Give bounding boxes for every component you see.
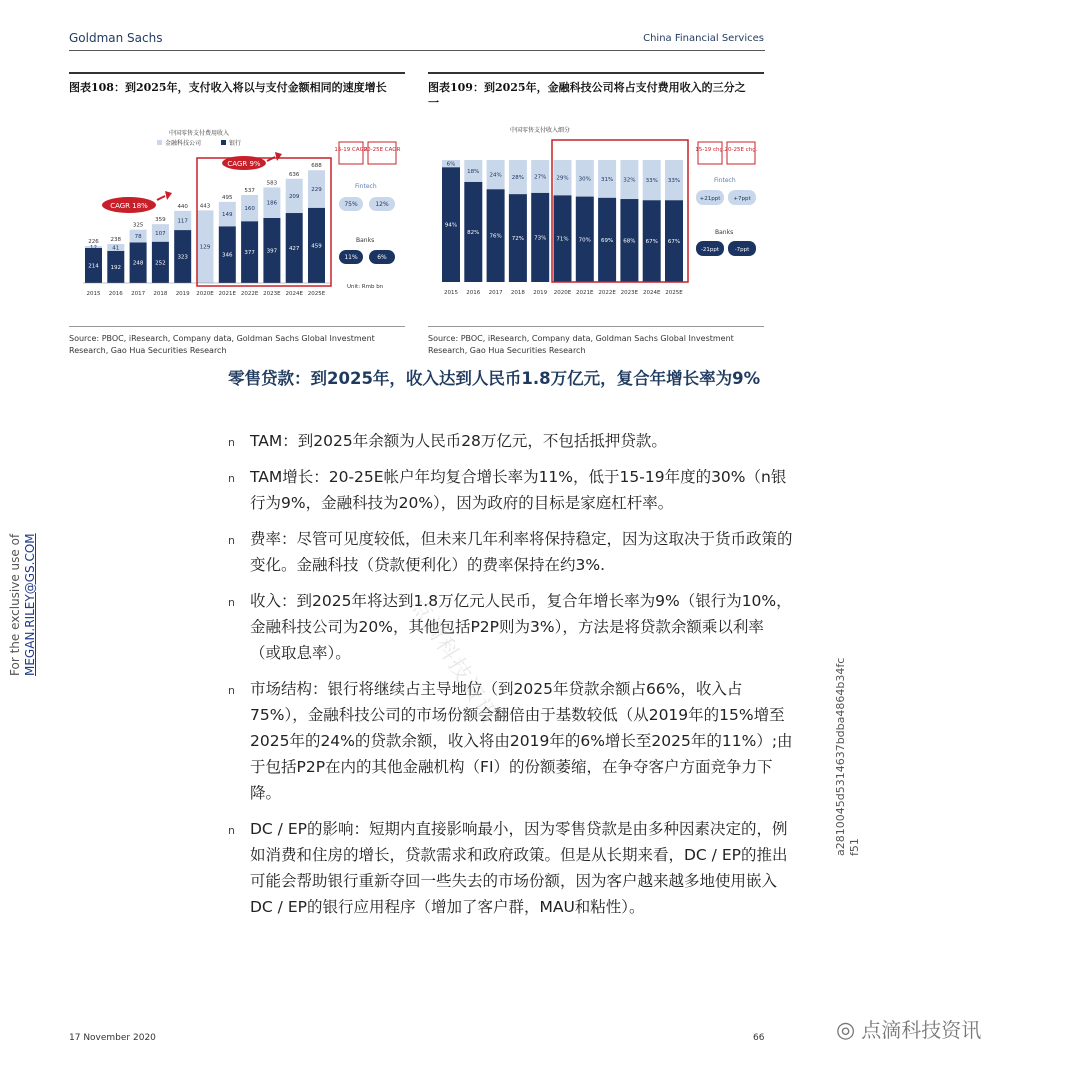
figure109-fintech-v1: +21ppt [699,196,721,202]
x-tick-label: 2018 [153,291,168,297]
figure108-title: 图表108：到2025年，支付收入将以与支付金额相同的速度增长 [69,81,387,94]
figure109-box1-text: 15-19 chg. [695,147,725,153]
bullet-text: TAM：到2025年余额为人民币28万亿元，不包括抵押贷款。 [250,432,667,450]
data-label-total: 440 [177,203,188,210]
figure108-fintech-v1: 75% [344,201,358,208]
exclusive-email-link[interactable]: MEGAN.RILEY@GS.COM [23,533,37,676]
data-label-fintech: 41 [112,245,120,252]
cagr-right-arrowhead [275,152,282,161]
data-label-banks: 214 [88,263,99,270]
x-tick-label: 2019 [175,291,190,297]
figure108-box2-text: 20-25E CAGR [363,147,401,153]
data-label-fintech: 32% [623,177,636,184]
data-label-fintech: 30% [578,176,591,183]
x-tick-label: 2025E [665,290,683,296]
x-tick-label: 2024E [642,290,661,296]
data-label-fintech: 28% [511,175,525,182]
x-tick-label: 2021E [576,290,594,296]
bullet-item [228,464,793,516]
figure109-top-rule [428,72,764,74]
bullet-list [228,428,793,930]
data-label-banks: 67% [667,239,681,246]
data-label-fintech: 78 [134,234,142,241]
bullet-marker: n [228,684,235,697]
figure109-banks-v1: -21ppt [700,247,720,253]
data-label-banks: 248 [132,260,144,267]
x-tick-label: 2016 [466,290,481,296]
figure109-source-rule [428,326,764,327]
bullet-text: TAM增长：20-25E帐户年均复合增长率为11%，低于15-19年度的30%（n银行为9%，金融科技为20%），因为政府的目标是家庭杠杆率。 [250,468,787,512]
figure108-legend-title: 中国零售支付费用收入 [169,130,230,137]
x-tick-label: 2023E [263,291,281,297]
figure108-box2 [368,142,396,164]
x-tick-label: 2022E [240,291,259,297]
data-label-total: 226 [88,238,99,245]
data-label-banks: 72% [511,236,525,243]
figure108-banks-v2: 6% [377,254,387,261]
data-label-fintech: 6% [446,161,456,168]
wechat-logo-text: 点滴科技资讯 [861,1018,982,1042]
figure108-source-rule [69,326,405,327]
data-label-fintech: 149 [222,212,233,219]
cagr-left-label: CAGR 18% [110,202,148,210]
figure109-legend-title: 中国零售支付收入细分 [510,127,571,134]
data-label-total: 583 [266,180,278,187]
figure109-fintech-v2: +7ppt [733,196,751,202]
data-label-banks: 192 [110,264,122,271]
data-label-banks: 252 [155,260,166,267]
data-label-banks: 69% [600,237,614,244]
bullet-marker: n [228,534,235,547]
data-label-fintech: 33% [667,178,681,185]
data-label-total: 537 [244,187,255,194]
data-label-fintech: 24% [489,172,502,179]
data-label-fintech: 18% [467,168,480,175]
x-tick-label: 2024E [285,291,303,297]
data-label-total: 636 [288,171,300,178]
header-brand: Goldman Sachs [69,31,163,45]
x-tick-label: 2016 [108,291,123,297]
data-label-banks: 427 [288,246,300,253]
figure108-chart [69,120,409,320]
figure108-box1-text: 15-19 CAGR [334,147,368,153]
figure109-banks-label: Banks [715,229,734,236]
data-label-banks: 71% [556,236,569,243]
figure109-box2 [727,142,755,164]
figure108-top-rule [69,72,405,74]
x-tick-label: 2020E [196,291,214,297]
data-label-banks: 459 [311,243,322,250]
exclusive-use-notice [8,516,38,676]
x-tick-label: 2015 [444,290,458,296]
data-label-fintech: 12 [90,244,97,251]
data-label-total: 443 [199,203,211,210]
data-label-total: 325 [132,222,144,229]
figure108-fintech-v2: 12% [375,201,389,208]
data-label-fintech: 27% [534,174,547,181]
bullet-marker: n [228,472,235,485]
bullet-text: 收入：到2025年将达到1.8万亿元人民币，复合年增长率为9%（银行为10%，金融科技公司为20%，其他包括P2P则为3%），方法是将贷款余额乘以利率（或取息率）。 [250,592,792,662]
data-label-banks: 94% [444,222,458,229]
cagr-right-label: CAGR 9% [227,160,261,168]
data-label-total: 359 [155,217,166,224]
x-tick-label: 2020E [553,290,572,296]
x-tick-label: 2025E [307,291,326,297]
header-section: China Financial Services [643,33,764,44]
figure109-banks-v2: -7ppt [734,247,750,253]
cagr-left-arrowhead [165,191,172,200]
figure108-banks-v1: 11% [344,254,358,261]
bullet-text: 市场结构：银行将继续占主导地位（到2025年贷款余额占66%，收入占75%），金融科技公司的市场份额会翻倍由于基数较低（从2019年的15%增至2025年的24%的贷款余额，收入将由2019年的6%增长至2025年的11%）;由于包括P2P在内的其他金融机构（FI）的份额萎缩，在争夺客户方面竞争力下降。 [250,680,793,802]
x-tick-label: 2017 [488,290,503,296]
data-label-fintech: 229 [311,187,322,194]
figure108-unit: Unit: Rmb bn [347,284,384,290]
data-label-fintech: 129 [199,244,211,251]
x-tick-label: 2023E [620,290,639,296]
figure108-legend-fintech: 金融科技公司 [165,140,202,147]
data-label-banks: 323 [177,254,188,261]
data-label-banks: 76% [489,233,502,240]
data-label-banks: 73% [534,235,547,242]
cagr-left-arrow [157,196,165,200]
data-label-banks: 82% [467,229,480,236]
data-label-banks: 70% [578,237,591,244]
figure109-chart [428,120,768,320]
figure108-legend-banks: 银行 [229,140,242,147]
x-tick-label: 2019 [533,290,548,296]
data-label-fintech: 29% [556,175,569,182]
data-label-banks: 68% [623,238,636,245]
figure109-source: Source: PBOC, iResearch, Company data, Goldman Sachs Global Investment Research, Gao Hua Securities Research [428,334,734,355]
bullet-text: 费率：尽管可见度较低，但未来几年利率将保持稳定，因为这取决于货币政策的变化。金融科技（贷款便利化）的费率保持在约3%. [250,530,793,574]
bullet-item [228,428,793,454]
figure109-fintech-label: Fintech [714,177,736,184]
watermark: 点滴科技资讯 [404,592,503,729]
footer-page-number: 66 [753,1033,765,1043]
bullet-marker: n [228,596,235,609]
figure108-box1 [339,142,363,164]
exclusive-use-text: For the exclusive use of [8,533,22,676]
legend-fintech-swatch [157,140,162,145]
data-label-fintech: 117 [177,218,188,225]
figure108-fintech-label: Fintech [355,183,377,190]
section-heading: 零售贷款：到2025年，收入达到人民币1.8万亿元，复合年增长率为9% [228,369,761,388]
data-label-fintech: 186 [266,200,278,207]
data-label-total: 238 [110,236,122,243]
figure108-banks-label: Banks [356,237,375,244]
data-label-fintech: 31% [600,176,614,183]
bullet-marker: n [228,824,235,837]
x-tick-label: 2018 [510,290,525,296]
data-label-fintech: 33% [645,178,658,185]
wechat-icon: ◎ [836,1018,856,1043]
data-label-total: 495 [222,194,233,201]
x-tick-label: 2021E [218,291,237,297]
x-tick-label: 2015 [86,291,101,297]
figure109-box1 [698,142,722,164]
figure109-title: 图表109：到2025年，金融科技公司将占支付费用收入的三分之一 [428,81,746,109]
footer-date: 17 November 2020 [69,1033,156,1043]
x-tick-label: 2022E [598,290,616,296]
document-id: a2810045d5314637bdba4864b34fc f51 [834,657,861,856]
figure109-box2-text: 20-25E chg. [724,147,758,153]
data-label-fintech: 160 [244,206,255,213]
wechat-logo [836,1014,981,1043]
data-label-total: 688 [311,163,322,170]
data-label-banks: 397 [266,248,278,255]
data-label-banks: 377 [244,250,255,257]
bullet-item [228,588,793,666]
data-label-fintech: 107 [155,230,166,237]
data-label-fintech: 209 [288,193,300,200]
data-label-banks: 67% [645,239,658,246]
x-tick-label: 2017 [131,291,146,297]
data-label-banks: 346 [222,252,233,259]
bullet-text: DC / EP的影响：短期内直接影响最小，因为零售贷款是由多种因素决定的，例如消费和住房的增长，贷款需求和政府政策。但是从长期来看，DC / EP的推出可能会帮助银行重新夺回一些失去的市场份额，因为客户越来越多地使用嵌入DC / EP的银行应用程序（增加了客户群，MAU和粘性）。 [250,820,788,916]
bullet-item [228,816,793,920]
bullet-marker: n [228,436,235,449]
figure108-source: Source: PBOC, iResearch, Company data, Goldman Sachs Global Investment Research, Gao Hua Securities Research [69,334,375,355]
bullet-item [228,526,793,578]
legend-banks-swatch [221,140,226,145]
header-divider [69,50,765,51]
